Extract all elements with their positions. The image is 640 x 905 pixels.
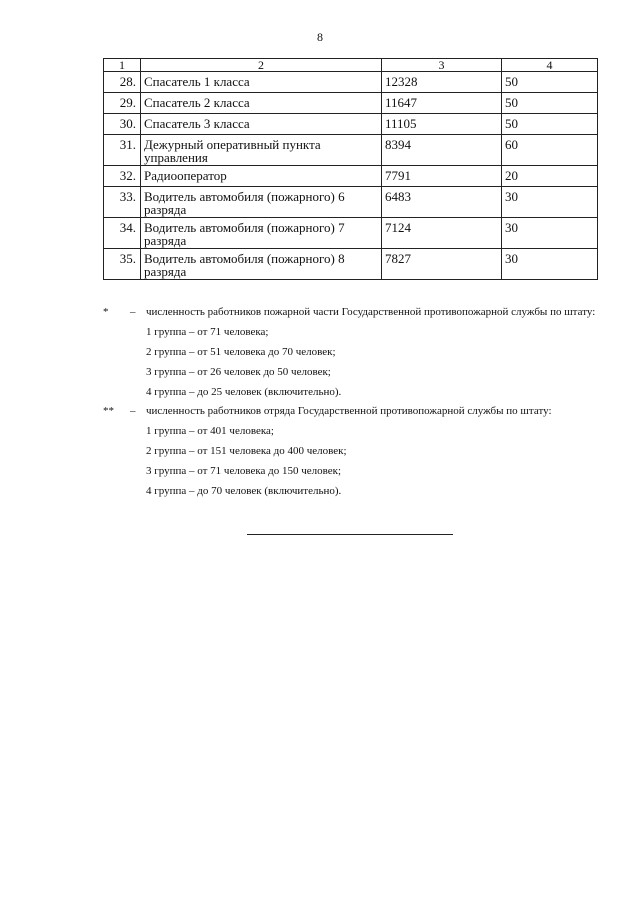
value-cell: 7124 <box>382 218 502 249</box>
row-number: 33. <box>104 187 141 218</box>
row-number: 32. <box>104 166 141 187</box>
row-number: 28. <box>104 72 141 93</box>
group-item: 3 группа – от 71 человека до 150 человек; <box>146 465 342 477</box>
value-cell: 6483 <box>382 187 502 218</box>
group-item: 1 группа – от 71 человека; <box>146 326 269 338</box>
position-name: Водитель автомобиля (пожарного) 7 разряда <box>141 218 382 249</box>
position-name: Дежурный оперативный пункта управления <box>141 135 382 166</box>
row-number: 29. <box>104 93 141 114</box>
footnote-marker: ** <box>103 405 114 417</box>
percent-cell: 30 <box>502 249 598 280</box>
position-name: Водитель автомобиля (пожарного) 8 разряда <box>141 249 382 280</box>
table-row <box>104 187 598 218</box>
table-row <box>104 72 598 93</box>
value-cell: 7827 <box>382 249 502 280</box>
group-item: 2 группа – от 151 человека до 400 человек; <box>146 445 347 457</box>
row-number: 30. <box>104 114 141 135</box>
percent-cell: 20 <box>502 166 598 187</box>
table-row <box>104 218 598 249</box>
row-number: 31. <box>104 135 141 166</box>
group-item: 2 группа – от 51 человека до 70 человек; <box>146 346 336 358</box>
percent-cell: 50 <box>502 114 598 135</box>
value-cell: 11105 <box>382 114 502 135</box>
row-number: 34. <box>104 218 141 249</box>
value-cell: 12328 <box>382 72 502 93</box>
table-row <box>104 114 598 135</box>
group-item: 3 группа – от 26 человек до 50 человек; <box>146 366 331 378</box>
staff-table <box>103 58 598 280</box>
position-name: Радиооператор <box>141 166 382 187</box>
percent-cell: 50 <box>502 72 598 93</box>
value-cell: 8394 <box>382 135 502 166</box>
footnote-dash: – <box>130 306 136 318</box>
position-name: Спасатель 1 класса <box>141 72 382 93</box>
page-number: 8 <box>317 30 323 44</box>
footnote-text: численность работников отряда Государственной противопожарной службы по штату: <box>146 405 552 417</box>
percent-cell: 60 <box>502 135 598 166</box>
column-header: 4 <box>502 59 598 72</box>
footnotes <box>103 306 597 498</box>
position-name: Водитель автомобиля (пожарного) 6 разряда <box>141 187 382 218</box>
row-number: 35. <box>104 249 141 280</box>
group-item: 1 группа – от 401 человека; <box>146 425 274 437</box>
percent-cell: 50 <box>502 93 598 114</box>
footnote-part-fire-station <box>103 306 597 399</box>
footnote-marker: * <box>103 306 109 318</box>
table-header-row <box>104 59 598 72</box>
footnote-detachment <box>103 405 597 498</box>
group-item: 4 группа – до 70 человек (включительно). <box>146 485 342 497</box>
percent-cell: 30 <box>502 218 598 249</box>
footnote-dash: – <box>130 405 136 417</box>
table-row <box>104 166 598 187</box>
value-cell: 11647 <box>382 93 502 114</box>
closing-divider <box>247 534 453 535</box>
table-row <box>104 249 598 280</box>
column-header: 3 <box>382 59 502 72</box>
percent-cell: 30 <box>502 187 598 218</box>
group-item: 4 группа – до 25 человек (включительно). <box>146 386 342 398</box>
footnote-text: численность работников пожарной части Государственной противопожарной службы по штату: <box>146 306 596 318</box>
table-row <box>104 93 598 114</box>
value-cell: 7791 <box>382 166 502 187</box>
table-row <box>104 135 598 166</box>
position-name: Спасатель 2 класса <box>141 93 382 114</box>
column-header: 1 <box>104 59 141 72</box>
position-name: Спасатель 3 класса <box>141 114 382 135</box>
column-header: 2 <box>141 59 382 72</box>
